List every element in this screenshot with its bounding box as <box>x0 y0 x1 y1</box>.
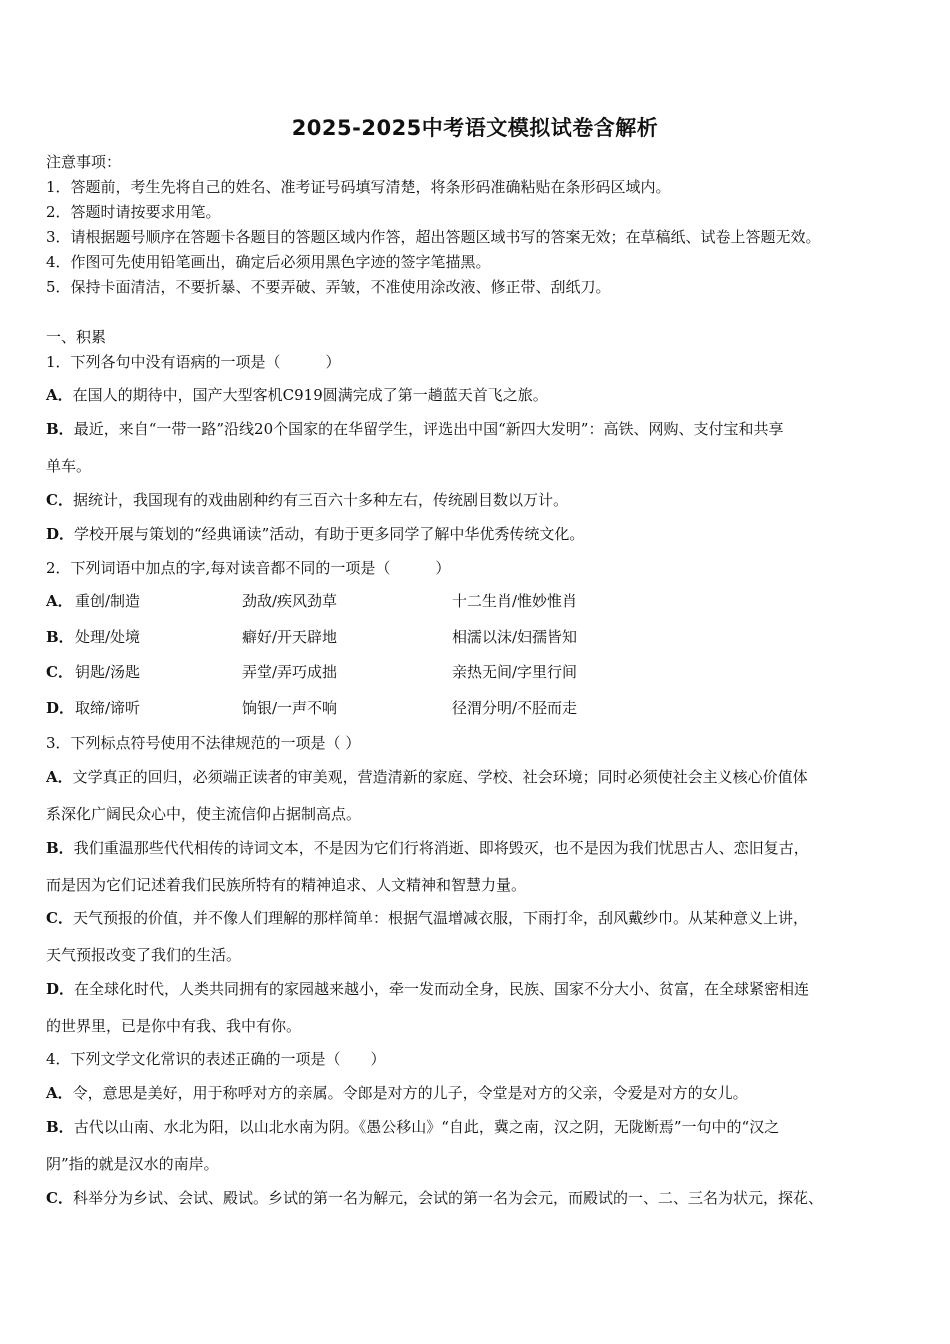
pinyin-row <box>46 591 73 611</box>
option-text: 据统计，我国现有的戏曲剧种约有三百六十多种左右，传统剧目数以万计。 <box>72 491 568 509</box>
option-label: A． <box>46 1084 73 1102</box>
option-c <box>46 1188 823 1208</box>
word-pair: 处理/处境 <box>75 628 141 646</box>
option-b <box>46 419 783 439</box>
option-continuation: 而是因为它们记述着我们民族所特有的精神追求、人文精神和智慧力量。 <box>46 876 527 894</box>
pinyin-row <box>46 627 74 647</box>
word-pair: 钥匙/汤匙 <box>75 663 141 681</box>
option-continuation: 单车。 <box>46 457 92 475</box>
option-label: C． <box>46 1189 73 1207</box>
option-a <box>46 1083 748 1103</box>
option-label: B． <box>46 839 74 857</box>
option-label: D． <box>46 980 75 998</box>
option-label: B． <box>46 628 74 646</box>
option-label: D． <box>46 525 75 543</box>
option-label: C． <box>46 491 73 509</box>
option-text: 古代以山南、水北为阳，以山北水南为阴。《愚公移山》“自此，冀之南，汉之阴，无陇断焉”一句中的“汉之 <box>73 1118 780 1136</box>
word-pair: 径渭分明/不胫而走 <box>452 699 578 717</box>
option-text: 天气预报的价值，并不像人们理解的那样简单：根据气温增减衣服，下雨打伞，刮风戴纱巾。从某种意义上讲， <box>72 909 808 927</box>
option-text: 文学真正的回归，必须端正读者的审美观，营造清新的家庭、学校、社会环境；同时必须使社会主义核心价值体 <box>72 768 808 786</box>
notice-item: 5．保持卡面清洁，不要折暴、不要弄破、弄皱，不准使用涂改液、修正带、刮纸刀。 <box>46 278 611 296</box>
word-pair: 饷银/一声不响 <box>242 699 338 717</box>
page-title: 2025-2025中考语文模拟试卷含解析 <box>291 116 659 140</box>
word-pair: 癖好/开天辟地 <box>242 628 338 646</box>
option-label: B． <box>46 1118 74 1136</box>
word-pair: 相濡以沫/妇孺皆知 <box>452 628 578 646</box>
section-heading: 一、积累 <box>46 328 107 346</box>
notice-heading: 注意事项： <box>46 153 122 171</box>
word-pair: 取缔/谛听 <box>75 699 141 717</box>
word-pair: 亲热无间/字里行间 <box>452 663 578 681</box>
option-text: 我们重温那些代代相传的诗词文本，不是因为它们行将消逝、即将毁灭，也不是因为我们忧思古人、恋旧复古， <box>73 839 809 857</box>
notice-item: 3．请根据题号顺序在答题卡各题目的答题区域内作答，超出答题区域书写的答案无效；在草稿纸、试卷上答题无效。 <box>46 228 821 246</box>
option-label: B． <box>46 420 74 438</box>
option-label: A． <box>46 386 73 404</box>
option-b <box>46 838 809 858</box>
option-label: A． <box>46 768 73 786</box>
option-c <box>46 908 808 928</box>
word-pair: 劲敌/疾风劲草 <box>242 592 338 610</box>
question-stem: 4．下列文学文化常识的表述正确的一项是（ ） <box>46 1050 386 1068</box>
question-stem: 1．下列各句中没有语病的一项是（ ） <box>46 353 341 371</box>
option-d <box>46 979 809 999</box>
notice-item: 2．答题时请按要求用笔。 <box>46 203 221 221</box>
option-continuation: 系深化广阔民众心中，使主流信仰占据制高点。 <box>46 805 362 823</box>
word-pair: 重创/制造 <box>75 592 141 610</box>
option-continuation: 的世界里，已是你中有我、我中有你。 <box>46 1017 302 1035</box>
option-text: 最近，来自“一带一路”沿线20个国家的在华留学生，评选出中国“新四大发明”：高铁、网购、支付宝和共享 <box>73 420 784 438</box>
option-d <box>46 524 584 544</box>
option-label: C． <box>46 663 73 681</box>
option-text: 在国人的期待中，国产大型客机C919圆满完成了第一趟蓝天首飞之旅。 <box>72 386 548 404</box>
pinyin-row <box>46 698 74 718</box>
option-label: A． <box>46 592 73 610</box>
option-text: 在全球化时代，人类共同拥有的家园越来越小，牵一发而动全身，民族、国家不分大小、贫富，在全球紧密相连 <box>74 980 810 998</box>
word-pair: 十二生肖/惟妙惟肖 <box>452 592 578 610</box>
notice-item: 1．答题前，考生先将自己的姓名、准考证号码填写清楚，将条形码准确粘贴在条形码区域内。 <box>46 178 671 196</box>
option-a <box>46 767 808 787</box>
option-a <box>46 385 548 405</box>
option-text: 科举分为乡试、会试、殿试。乡试的第一名为解元，会试的第一名为会元，而殿试的一、二、三名为状元，探花、 <box>72 1189 823 1207</box>
question-stem: 2．下列词语中加点的字,每对读音都不同的一项是（ ） <box>46 559 451 577</box>
option-text: 学校开展与策划的“经典诵读”活动，有助于更多同学了解中华优秀传统文化。 <box>74 525 585 543</box>
option-label: D． <box>46 699 75 717</box>
option-text: 令，意思是美好，用于称呼对方的亲属。令郎是对方的儿子，令堂是对方的父亲，令爱是对方的女儿。 <box>72 1084 748 1102</box>
question-stem: 3．下列标点符号使用不法律规范的一项是（ ） <box>46 734 361 752</box>
option-c <box>46 490 568 510</box>
option-continuation: 天气预报改变了我们的生活。 <box>46 946 242 964</box>
notice-item: 4．作图可先使用铅笔画出，确定后必须用黑色字迹的签字笔描黑。 <box>46 253 491 271</box>
option-b <box>46 1117 779 1137</box>
option-continuation: 阴”指的就是汉水的南岸。 <box>46 1155 219 1173</box>
option-label: C． <box>46 909 73 927</box>
pinyin-row <box>46 662 73 682</box>
word-pair: 弄堂/弄巧成拙 <box>242 663 338 681</box>
